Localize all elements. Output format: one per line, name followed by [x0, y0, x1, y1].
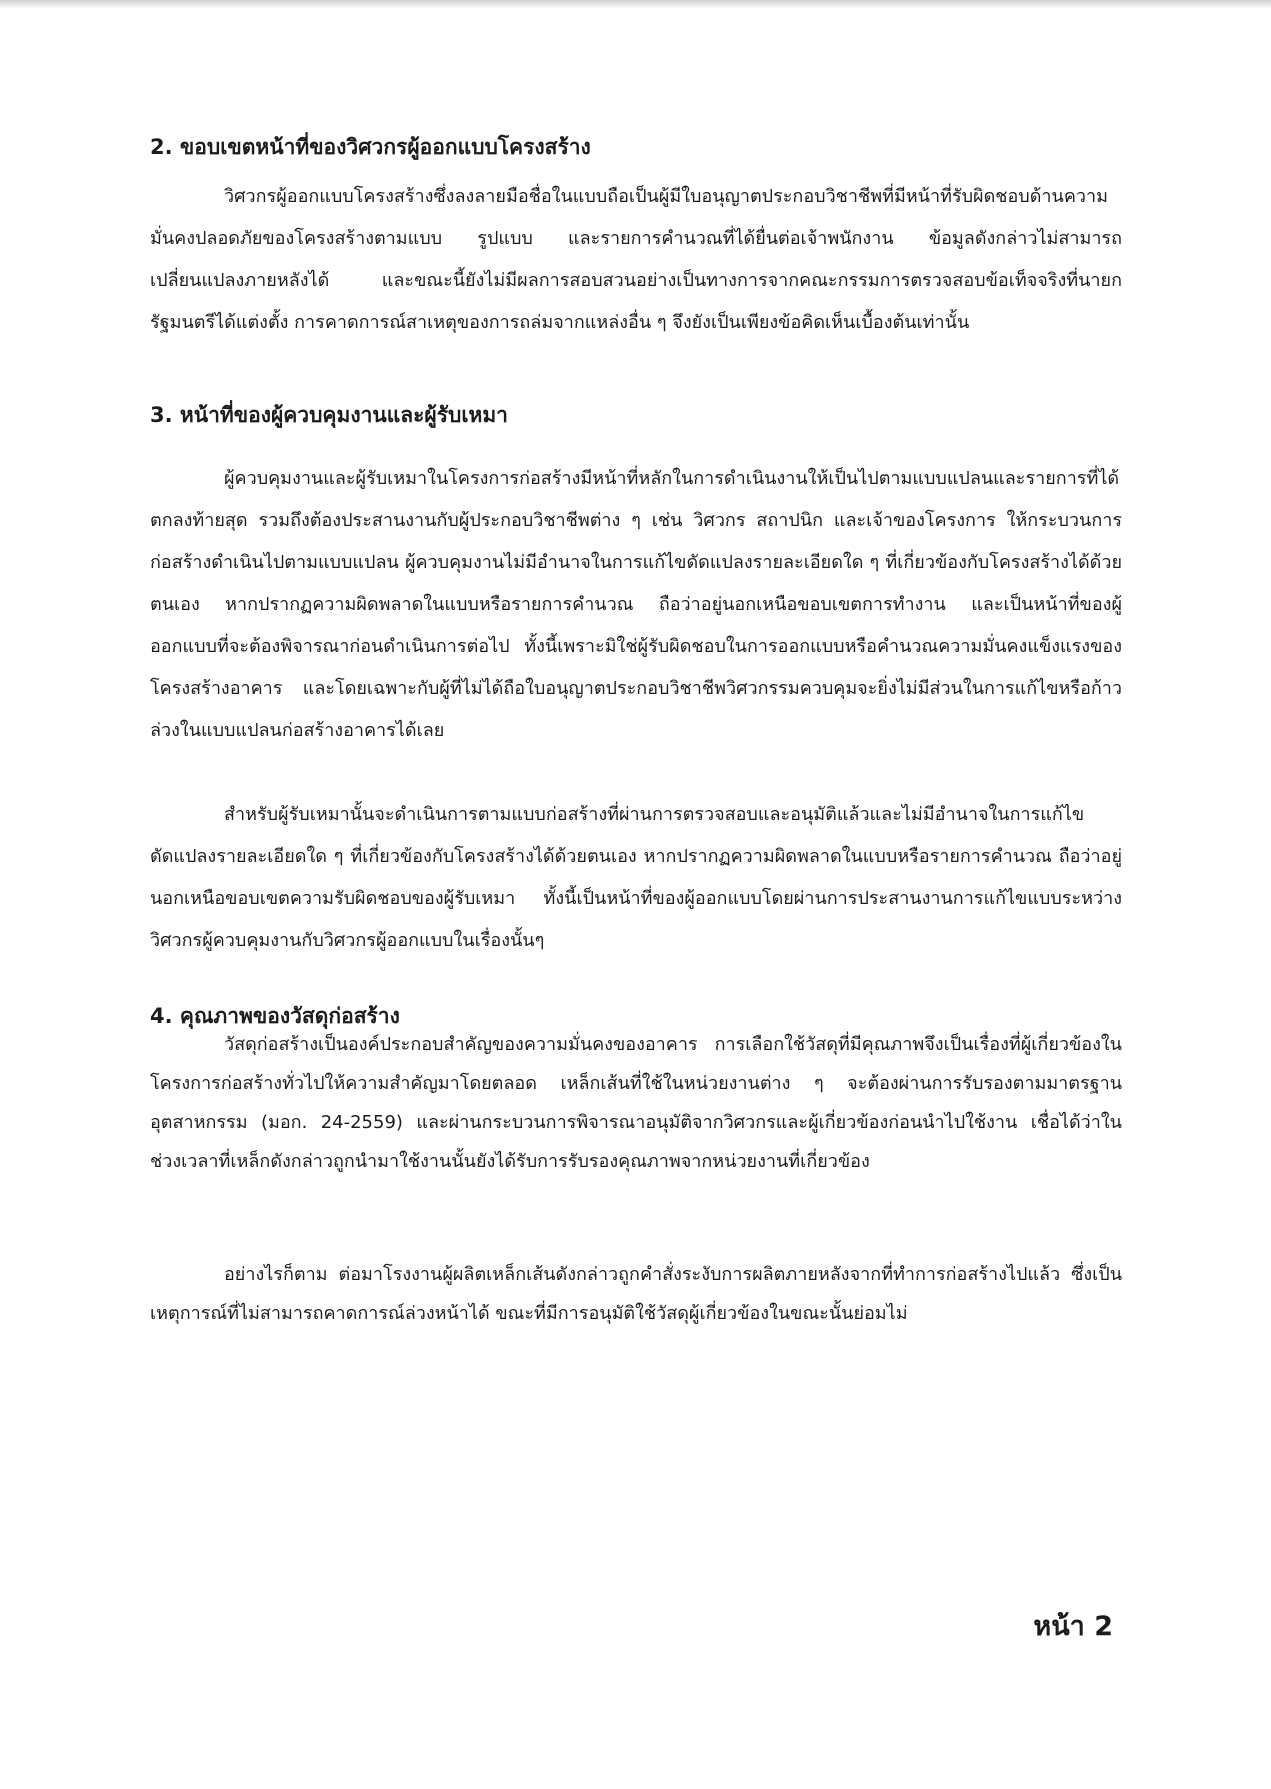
page-number: หน้า 2	[1033, 1611, 1113, 1642]
section-4-paragraph-2: อย่างไรก็ตาม ต่อมาโรงงานผู้ผลิตเหล็กเส้นดังกล่าวถูกคำสั่งระงับการผลิตภายหลังจากที่ทำการก่อสร้างไปแล้ว ซึ่งเป็นเหตุการณ์ที่ไม่สามารถคาดการณ์ล่วงหน้าได้ ขณะที่มีการอนุมัติใช้วัสดุผู้เกี่ยวข้องในขณะนั้นย่อมไม่	[150, 1264, 1122, 1324]
document-page	[150, 0, 1122, 1789]
section-3-heading: 3. หน้าที่ของผู้ควบคุมงานและผู้รับเหมา	[150, 403, 508, 427]
section-4-heading: 4. คุณภาพของวัสดุก่อสร้าง	[150, 1004, 400, 1028]
section-3-paragraph-1: ผู้ควบคุมงานและผู้รับเหมาในโครงการก่อสร้างมีหน้าที่หลักในการดำเนินงานให้เป็นไปตามแบบแปลนและรายการที่ได้ตกลงท้ายสุด รวมถึงต้องประสานงานกับผู้ประกอบวิชาชีพต่าง ๆ เช่น วิศวกร สถาปนิก และเจ้าของโครงการ ให้กระบวนการก่อสร้างดำเนินไปตามแบบแปลน ผู้ควบคุมงานไม่มีอำนาจในการแก้ไขดัดแปลงรายละเอียดใด ๆ ที่เกี่ยวข้องกับโครงสร้างได้ด้วยตนเอง หากปรากฏความผิดพลาดในแบบหรือรายการคำนวณ ถือว่าอยู่นอกเหนือขอบเขตการทำงาน และเป็นหน้าที่ของผู้ออกแบบที่จะต้องพิจารณาก่อนดำเนินการต่อไป ทั้งนี้เพราะมิใช่ผู้รับผิดชอบในการออกแบบหรือคำนวณความมั่นคงแข็งแรงของโครงสร้างอาคาร และโดยเฉพาะกับผู้ที่ไม่ได้ถือใบอนุญาตประกอบวิชาชีพวิศวกรรมควบคุมจะยิ่งไม่มีส่วนในการแก้ไขหรือก้าวล่วงในแบบแปลนก่อสร้างอาคารได้เลย	[150, 468, 1122, 741]
section-4-paragraph-1: วัสดุก่อสร้างเป็นองค์ประกอบสำคัญของความมั่นคงของอาคาร การเลือกใช้วัสดุที่มีคุณภาพจึงเป็นเรื่องที่ผู้เกี่ยวข้องในโครงการก่อสร้างทั่วไปให้ความสำคัญมาโดยตลอด เหล็กเส้นที่ใช้ในหน่วยงานต่าง ๆ จะต้องผ่านการรับรองตามมาตรฐานอุตสาหกรรม (มอก. 24-2559) และผ่านกระบวนการพิจารณาอนุมัติจากวิศวกรและผู้เกี่ยวข้องก่อนนำไปใช้งาน เชื่อได้ว่าในช่วงเวลาที่เหล็กดังกล่าวถูกนำมาใช้งานนั้นยังได้รับการรับรองคุณภาพจากหน่วยงานที่เกี่ยวข้อง	[150, 1034, 1122, 1172]
section-3-paragraph-2: สำหรับผู้รับเหมานั้นจะดำเนินการตามแบบก่อสร้างที่ผ่านการตรวจสอบและอนุมัติแล้วและไม่มีอำนาจในการแก้ไขดัดแปลงรายละเอียดใด ๆ ที่เกี่ยวข้องกับโครงสร้างได้ด้วยตนเอง หากปรากฏความผิดพลาดในแบบหรือรายการคำนวณ ถือว่าอยู่นอกเหนือขอบเขตความรับผิดชอบของผู้รับเหมา ทั้งนี้เป็นหน้าที่ของผู้ออกแบบโดยผ่านการประสานงานการแก้ไขแบบระหว่างวิศวกรผู้ควบคุมงานกับวิศวกรผู้ออกแบบในเรื่องนั้นๆ	[150, 804, 1122, 951]
section-2-heading: 2. ขอบเขตหน้าที่ของวิศวกรผู้ออกแบบโครงสร้าง	[150, 135, 591, 159]
section-2-paragraph: วิศวกรผู้ออกแบบโครงสร้างซึ่งลงลายมือชื่อในแบบถือเป็นผู้มีใบอนุญาตประกอบวิชาชีพที่มีหน้าที่รับผิดชอบด้านความมั่นคงปลอดภัยของโครงสร้างตามแบบ รูปแบบ และรายการคำนวณที่ได้ยื่นต่อเจ้าพนักงาน ข้อมูลดังกล่าวไม่สามารถเปลี่ยนแปลงภายหลังได้ และขณะนี้ยังไม่มีผลการสอบสวนอย่างเป็นทางการจากคณะกรรมการตรวจสอบข้อเท็จจริงที่นายกรัฐมนตรีได้แต่งตั้ง การคาดการณ์สาเหตุของการถล่มจากแหล่งอื่น ๆ จึงยังเป็นเพียงข้อคิดเห็นเบื้องต้นเท่านั้น	[150, 186, 1122, 333]
